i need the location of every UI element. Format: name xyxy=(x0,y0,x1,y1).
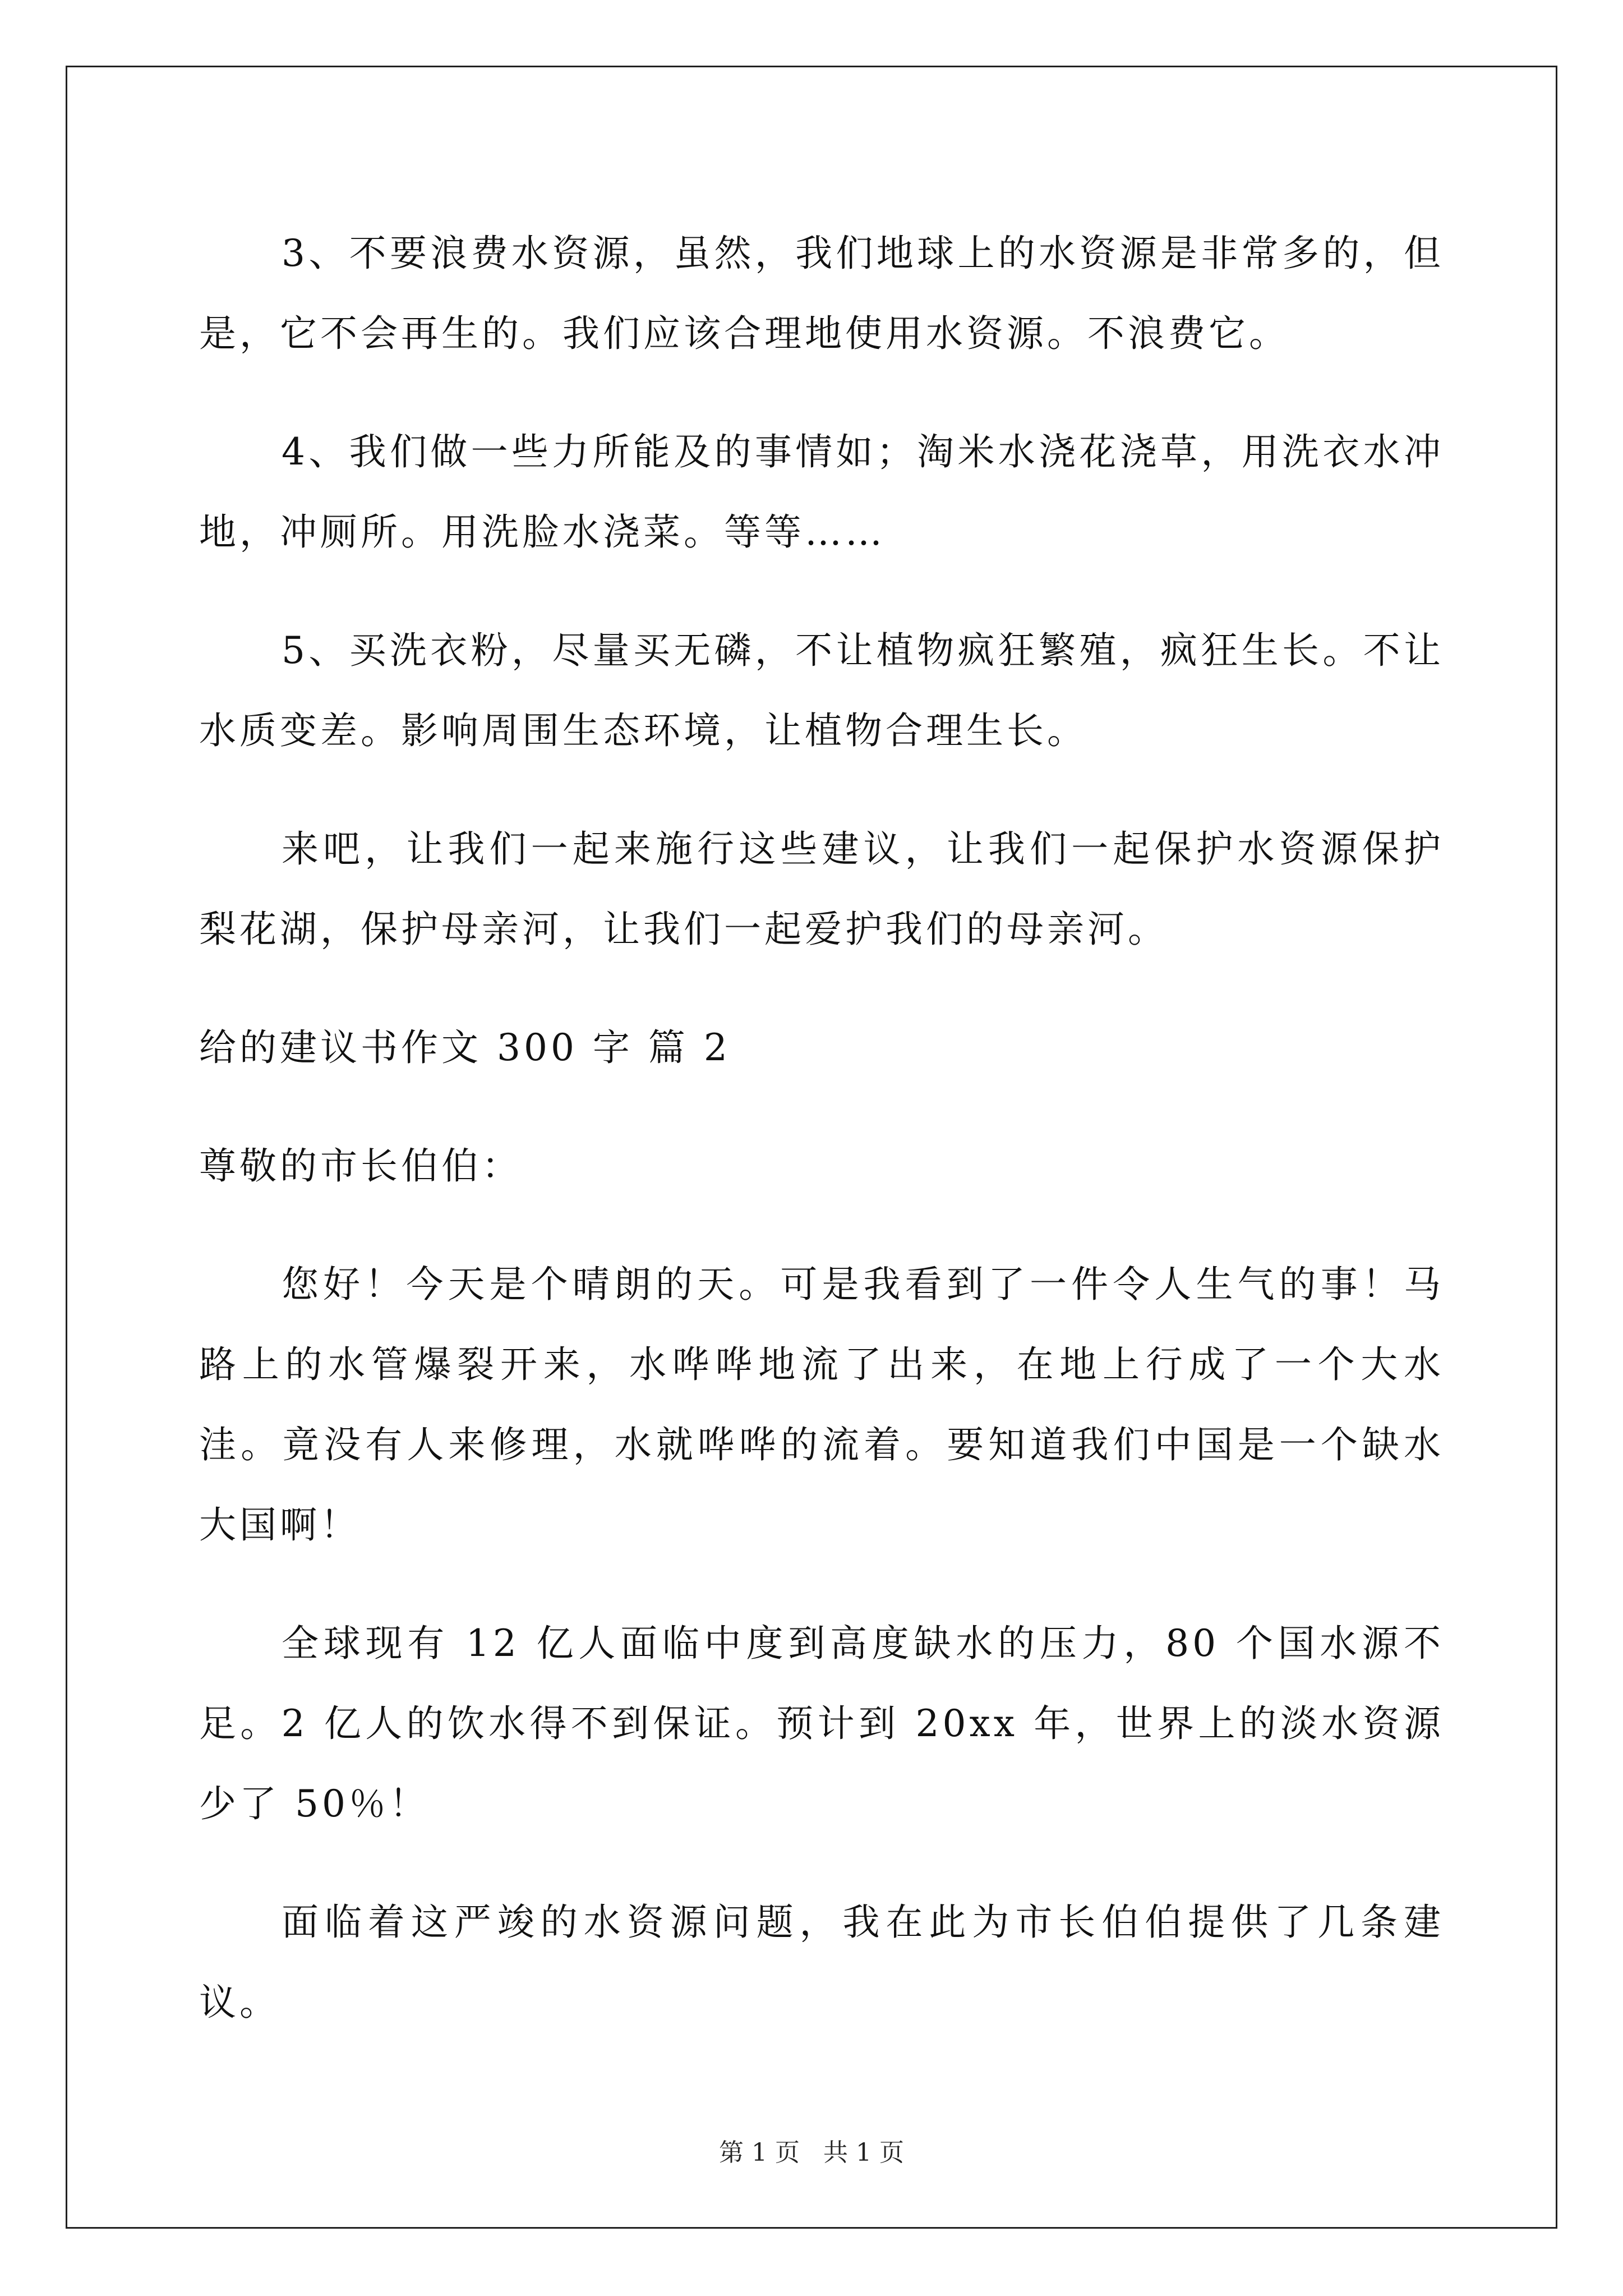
paragraph: 全球现有 12 亿人面临中度到高度缺水的压力，80 个国水源不足。2 亿人的饮水得不到保证。预计到 20xx 年，世界上的淡水资源少了 50％！ xyxy=(199,1622,1444,1825)
document-body xyxy=(199,213,1444,2081)
paragraph: 来吧，让我们一起来施行这些建议，让我们一起保护水资源保护梨花湖，保护母亲河，让我们一起爱护我们的母亲河。 xyxy=(199,827,1444,951)
paragraph: 面临着这严竣的水资源问题，我在此为市长伯伯提供了几条建议。 xyxy=(199,1901,1444,2024)
paragraph: 4、我们做一些力所能及的事情如；淘米水浇花浇草，用洗衣水冲地，冲厕所。用洗脸水浇菜。等等…… xyxy=(199,430,1444,554)
paragraph: 5、买洗衣粉，尽量买无磷，不让植物疯狂繁殖，疯狂生长。不让水质变差。影响周围生态环境，让植物合理生长。 xyxy=(199,629,1444,752)
section-heading: 给的建议书作文 300 字 篇 2 xyxy=(199,1026,731,1069)
paragraph: 3、不要浪费水资源，虽然，我们地球上的水资源是非常多的，但是，它不会再生的。我们应该合理地使用水资源。不浪费它。 xyxy=(199,232,1444,355)
salutation: 尊敬的市长伯伯： xyxy=(199,1144,522,1188)
page-number-footer: 第 1 页 共 1 页 xyxy=(719,2138,904,2167)
paragraph: 您好！今天是个晴朗的天。可是我看到了一件令人生气的事！马路上的水管爆裂开来，水哗哗地流了出来，在地上行成了一个大水洼。竟没有人来修理，水就哗哗的流着。要知道我们中国是一个缺水大国啊！ xyxy=(199,1263,1444,1547)
